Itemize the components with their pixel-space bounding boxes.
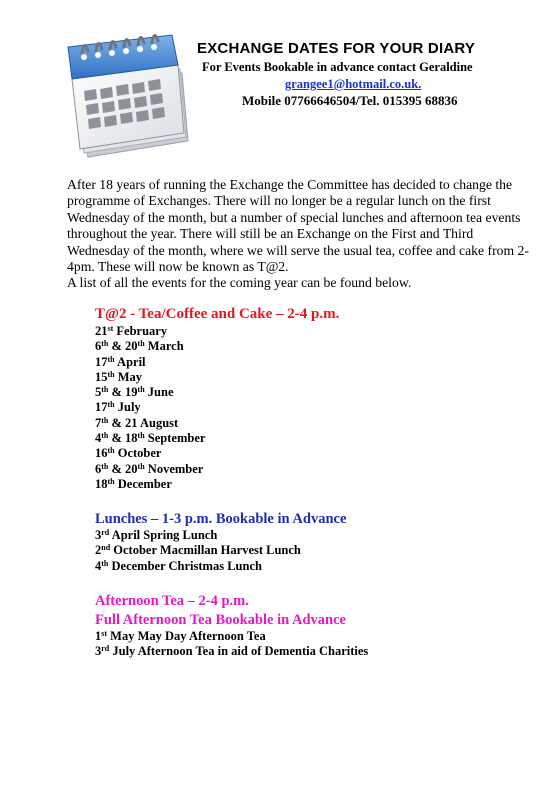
event-text: September — [144, 431, 206, 446]
ordinal-suffix: th — [107, 476, 115, 486]
t2-date-item — [95, 385, 205, 400]
day-number: 5 — [95, 385, 102, 400]
ordinal-suffix: rd — [101, 528, 110, 537]
ordinal-suffix: th — [101, 461, 109, 471]
t2-date-item — [95, 355, 205, 370]
t2-date-item — [95, 370, 205, 385]
lunch-item — [95, 559, 301, 574]
t2-date-list — [95, 324, 205, 492]
calendar-icon — [62, 33, 190, 159]
intro-list-note: A list of all the events for the coming year can be found below. — [67, 275, 412, 291]
day-number: 2 — [95, 543, 102, 558]
day-number: 17 — [95, 400, 108, 415]
day-number: & 18 — [108, 431, 138, 446]
event-text: July Afternoon Tea in aid of Dementia Charities — [109, 644, 369, 659]
day-number: 15 — [95, 369, 108, 384]
afternoon-tea-subheading: Full Afternoon Tea Bookable in Advance — [95, 612, 346, 628]
phone-numbers: Mobile 07766646504/Tel. 015395 68836 — [242, 93, 458, 108]
ordinal-suffix: th — [137, 385, 145, 395]
day-number: 1 — [95, 629, 102, 643]
t2-date-item — [95, 446, 205, 461]
day-number: 17 — [95, 354, 108, 369]
day-number: 3 — [95, 528, 102, 542]
t2-date-item — [95, 462, 205, 477]
lunch-item — [95, 528, 301, 543]
day-number: 4 — [95, 558, 102, 573]
t2-date-item — [95, 416, 205, 431]
ordinal-suffix: th — [137, 339, 145, 349]
event-text: May — [114, 369, 143, 384]
afternoon-tea-list — [95, 629, 368, 660]
ordinal-suffix: th — [101, 431, 109, 441]
day-number: 3 — [95, 644, 102, 659]
day-number: 16 — [95, 446, 108, 461]
day-number: 18 — [95, 476, 108, 491]
event-text: April Spring Lunch — [109, 528, 218, 542]
lunches-heading: Lunches – 1-3 p.m. Bookable in Advance — [95, 511, 347, 527]
t2-date-item — [95, 477, 205, 492]
day-number: & 20 — [108, 339, 138, 354]
event-text: October — [114, 446, 162, 461]
ordinal-suffix: th — [101, 385, 109, 395]
ordinal-suffix: th — [101, 558, 109, 568]
afternoon-tea-heading: Afternoon Tea – 2-4 p.m. — [95, 593, 249, 609]
lunch-item — [95, 543, 301, 558]
ordinal-suffix: nd — [101, 543, 111, 553]
afternoon-tea-item — [95, 644, 368, 659]
ordinal-suffix: th — [137, 431, 145, 441]
event-text: April — [114, 354, 146, 369]
event-text: December — [114, 476, 172, 491]
lunches-list — [95, 528, 301, 574]
afternoon-tea-item — [95, 629, 368, 644]
email-link[interactable]: grangee1@hotmail.co.uk. — [285, 77, 422, 91]
day-number: 4 — [95, 431, 102, 446]
page-title: EXCHANGE DATES FOR YOUR DIARY — [197, 40, 476, 57]
day-number: 21 — [95, 324, 108, 338]
contact-note: For Events Bookable in advance contact Geraldine — [202, 60, 473, 74]
event-text: June — [144, 385, 174, 400]
day-number: & 19 — [108, 385, 138, 400]
event-text: November — [144, 461, 204, 476]
event-text: July — [114, 400, 141, 415]
t2-date-item — [95, 324, 205, 339]
ordinal-suffix: st — [107, 324, 114, 333]
event-text: March — [144, 339, 184, 354]
day-number: & 21 August — [108, 415, 179, 430]
ordinal-suffix: th — [101, 415, 109, 425]
event-text: December Christmas Lunch — [108, 558, 262, 573]
ordinal-suffix: th — [137, 461, 145, 471]
t2-date-item — [95, 400, 205, 415]
ordinal-suffix: th — [107, 354, 115, 364]
ordinal-suffix: st — [101, 629, 108, 638]
ordinal-suffix: th — [107, 400, 115, 410]
intro-paragraph: After 18 years of running the Exchange the Committee has decided to change the programme of Exchanges. There will no longer be a regular lunch on the first Wednesday of the month, but a number of special lunches and afternoon tea events throughout the year. There will still be an Exchange on the First and Third Wednesday of the month, where we will serve the usual tea, coffee and cake from 2-4pm. These will now be known as T@2. — [67, 177, 529, 275]
day-number: 7 — [95, 415, 102, 430]
t2-date-item — [95, 431, 205, 446]
ordinal-suffix: th — [107, 446, 115, 456]
event-text: February — [113, 324, 168, 338]
day-number: 6 — [95, 339, 102, 354]
intro-text — [67, 177, 537, 292]
ordinal-suffix: th — [101, 339, 109, 349]
event-text: October Macmillan Harvest Lunch — [110, 543, 301, 558]
ordinal-suffix: rd — [101, 644, 110, 654]
event-text: May May Day Afternoon Tea — [107, 629, 266, 643]
t2-heading: T@2 - Tea/Coffee and Cake – 2-4 p.m. — [95, 306, 340, 322]
day-number: 6 — [95, 461, 102, 476]
ordinal-suffix: th — [107, 369, 115, 379]
t2-date-item — [95, 339, 205, 354]
day-number: & 20 — [108, 461, 138, 476]
